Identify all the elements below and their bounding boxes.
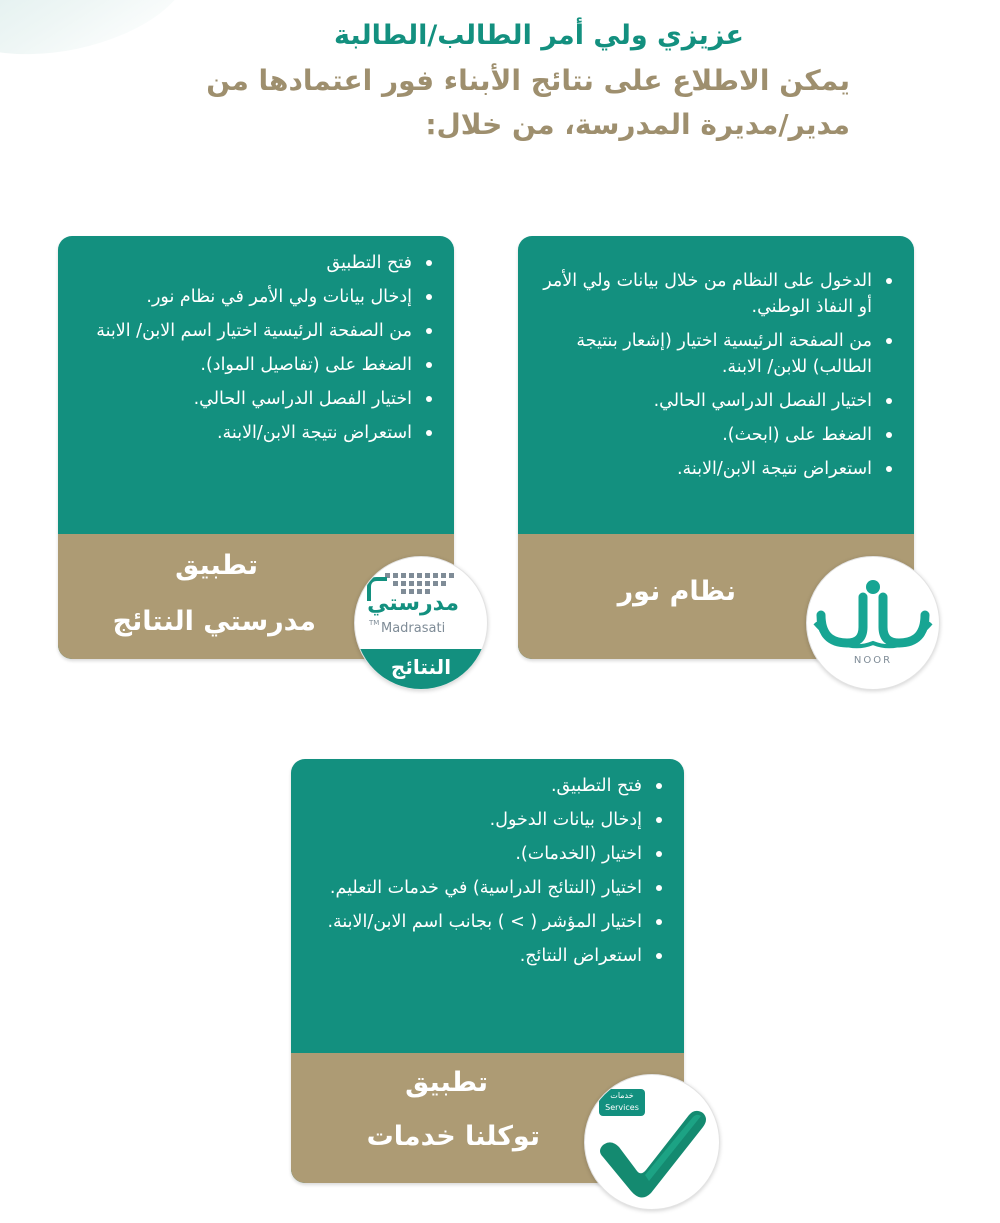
noor-logo-latin: NOOR	[853, 655, 893, 666]
madrasati-step: من الصفحة الرئيسية اختيار اسم الابن/ الابنة	[68, 318, 434, 344]
tawakkalna-badge-en: Services	[605, 1103, 639, 1112]
noor-footer-label: نظام نور	[617, 576, 736, 607]
noor-steps	[518, 236, 914, 482]
madrasati-footer-line2: مدرستي النتائج	[112, 606, 316, 637]
madrasati-step: الضغط على (تفاصيل المواد).	[68, 352, 434, 378]
noor-step: من الصفحة الرئيسية اختيار (إشعار بنتيجة الطالب) للابن/ الابنة.	[528, 328, 894, 380]
madrasati-step: اختيار الفصل الدراسي الحالي.	[68, 386, 434, 412]
tawakkalna-badge-ar: خدمات	[610, 1091, 634, 1100]
madrasati-logo-arabic: مدرستي	[367, 591, 459, 616]
tawakkalna-footer-line1: تطبيق	[405, 1067, 488, 1098]
tawakkalna-step: اختيار (النتائج الدراسية) في خدمات التعليم.	[301, 875, 664, 901]
intro-line-1: يمكن الاطلاع على نتائج الأبناء فور اعتمادها من	[206, 64, 850, 97]
checkmark-icon	[585, 1075, 719, 1209]
noor-logo-graphic	[807, 557, 939, 689]
tawakkalna-footer-line2: توكلنا خدمات	[366, 1121, 540, 1152]
tawakkalna-step: استعراض النتائج.	[301, 943, 664, 969]
tawakkalna-step: اختيار المؤشر ( > ) بجانب اسم الابن/الابنة.	[301, 909, 664, 935]
noor-step: الضغط على (ابحث).	[528, 422, 894, 448]
tawakkalna-step: اختيار (الخدمات).	[301, 841, 664, 867]
madrasati-logo-tm: TM	[369, 619, 380, 627]
tawakkalna-steps	[291, 759, 684, 969]
noor-step: اختيار الفصل الدراسي الحالي.	[528, 388, 894, 414]
madrasati-step: إدخال بيانات ولي الأمر في نظام نور.	[68, 284, 434, 310]
madrasati-logo-latin: Madrasati	[381, 621, 446, 636]
madrasati-steps	[58, 236, 454, 446]
madrasati-step: استعراض نتيجة الابن/الابنة.	[68, 420, 434, 446]
greeting-title: عزيزي ولي أمر الطالب/الطالبة	[334, 20, 744, 51]
intro-header	[110, 20, 850, 147]
madrasati-logo-banner: النتائج	[355, 649, 487, 689]
noor-step: استعراض نتيجة الابن/الابنة.	[528, 456, 894, 482]
madrasati-logo	[354, 556, 488, 690]
tawakkalna-logo	[584, 1074, 720, 1210]
tawakkalna-step: فتح التطبيق.	[301, 773, 664, 799]
noor-logo	[806, 556, 940, 690]
noor-step: الدخول على النظام من خلال بيانات ولي الأمر أو النفاذ الوطني.	[528, 268, 894, 320]
madrasati-footer-line1: تطبيق	[175, 550, 258, 581]
madrasati-step: فتح التطبيق	[68, 250, 434, 276]
tawakkalna-step: إدخال بيانات الدخول.	[301, 807, 664, 833]
intro-line-2: مدير/مديرة المدرسة، من خلال:	[425, 108, 850, 141]
